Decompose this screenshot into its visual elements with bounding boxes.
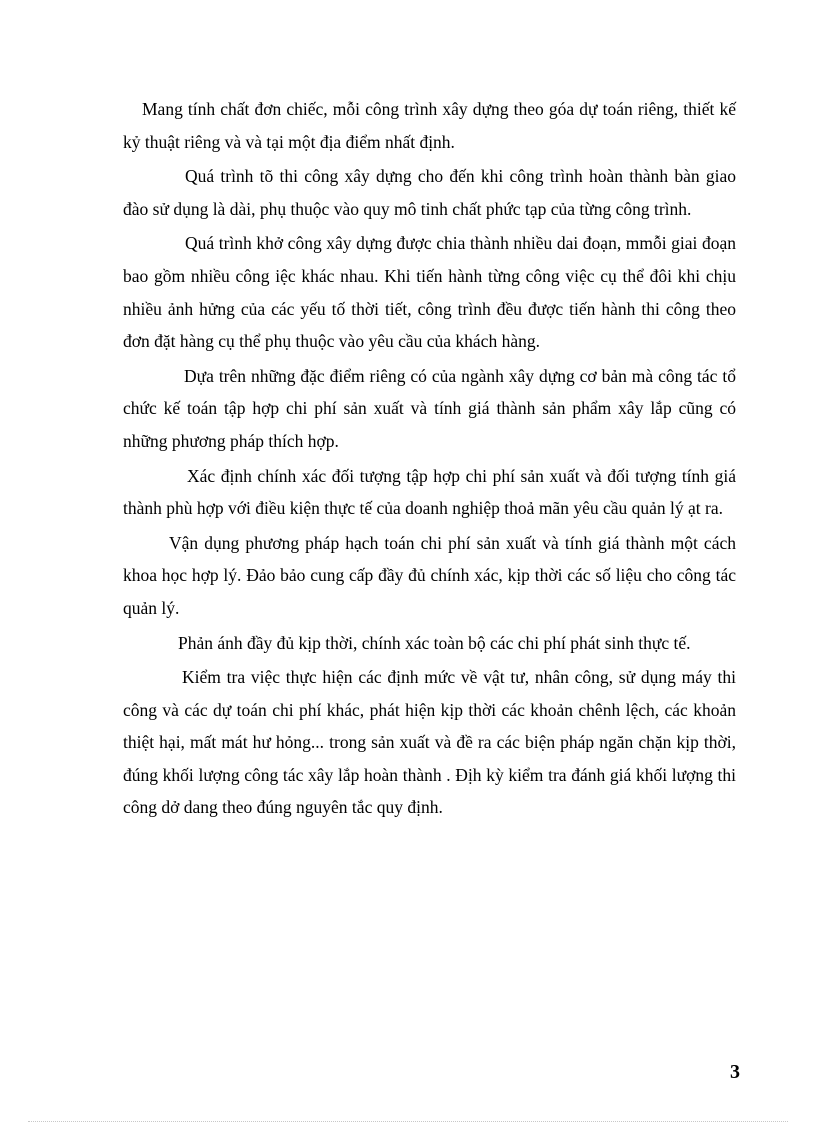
paragraph-8: Kiểm tra việc thực hiện các định mức về vật tư, nhân công, sử dụng máy thi công và các dự toán chi phí khác, phát hiện kịp thời các khoản chênh lệch, các khoản thiệt hại, mất mát hư hỏng... trong sản xuất và đề ra các biện pháp ngăn chặn kịp thời, đúng khối lượng công tác xây lắp hoàn thành . Địh kỳ kiểm tra đánh giá khối lượng thi công dở dang theo đúng nguyên tắc quy định. [123,667,736,818]
paragraph-6: Vận dụng phương pháp hạch toán chi phí sản xuất và tính giá thành một cách khoa học hợp lý. Đảo bảo cung cấp đầy đủ chính xác, kịp thời các số liệu cho công tác quản lý. [123,532,736,618]
paragraph-5: Xác định chính xác đối tượng tập hợp chi phí sản xuất và đối tượng tính giá thành phù hợp với điều kiện thực tế của doanh nghiệp thoả mãn yêu cầu quản lý ạt ra. [123,465,736,519]
paragraph-7: Phản ánh đầy đủ kịp thời, chính xác toàn bộ các chi phí phát sinh thực tế. [178,632,691,653]
body-text [123,93,736,826]
paragraph-4: Dựa trên những đặc điểm riêng có của ngành xây dựng cơ bản mà công tác tổ chức kế toán tập hợp chi phí sản xuất và tính giá thành sản phẩm xây lắp cũng có những phương pháp thích hợp. [123,365,736,451]
page-number: 3 [730,1061,740,1083]
paragraph-1: Mang tính chất đơn chiếc, mỗi công trình xây dựng theo góa dự toán riêng, thiết kế kỷ thuật riêng và và tại một địa điểm nhất định. [123,99,736,152]
paragraph-3: Quá trình khở công xây dựng được chia thành nhiều dai đoạn, mmỗi giai đoạn bao gồm nhiều công iệc khác nhau. Khi tiến hành từng công việc cụ thể đôi khi chịu nhiều ảnh hửng của các yếu tố thời tiết, công trình đều được tiến hành thi công theo đơn đặt hàng cụ thể phụ thuộc vào yêu cầu của khách hàng. [123,233,736,352]
page-bottom-divider [28,1121,788,1122]
paragraph-2: Quá trình tõ thi công xây dựng cho đến khi công trình hoàn thành bàn giao đào sử dụng là dài, phụ thuộc vào quy mô tinh chất phức tạp của từng công trình. [123,166,736,219]
